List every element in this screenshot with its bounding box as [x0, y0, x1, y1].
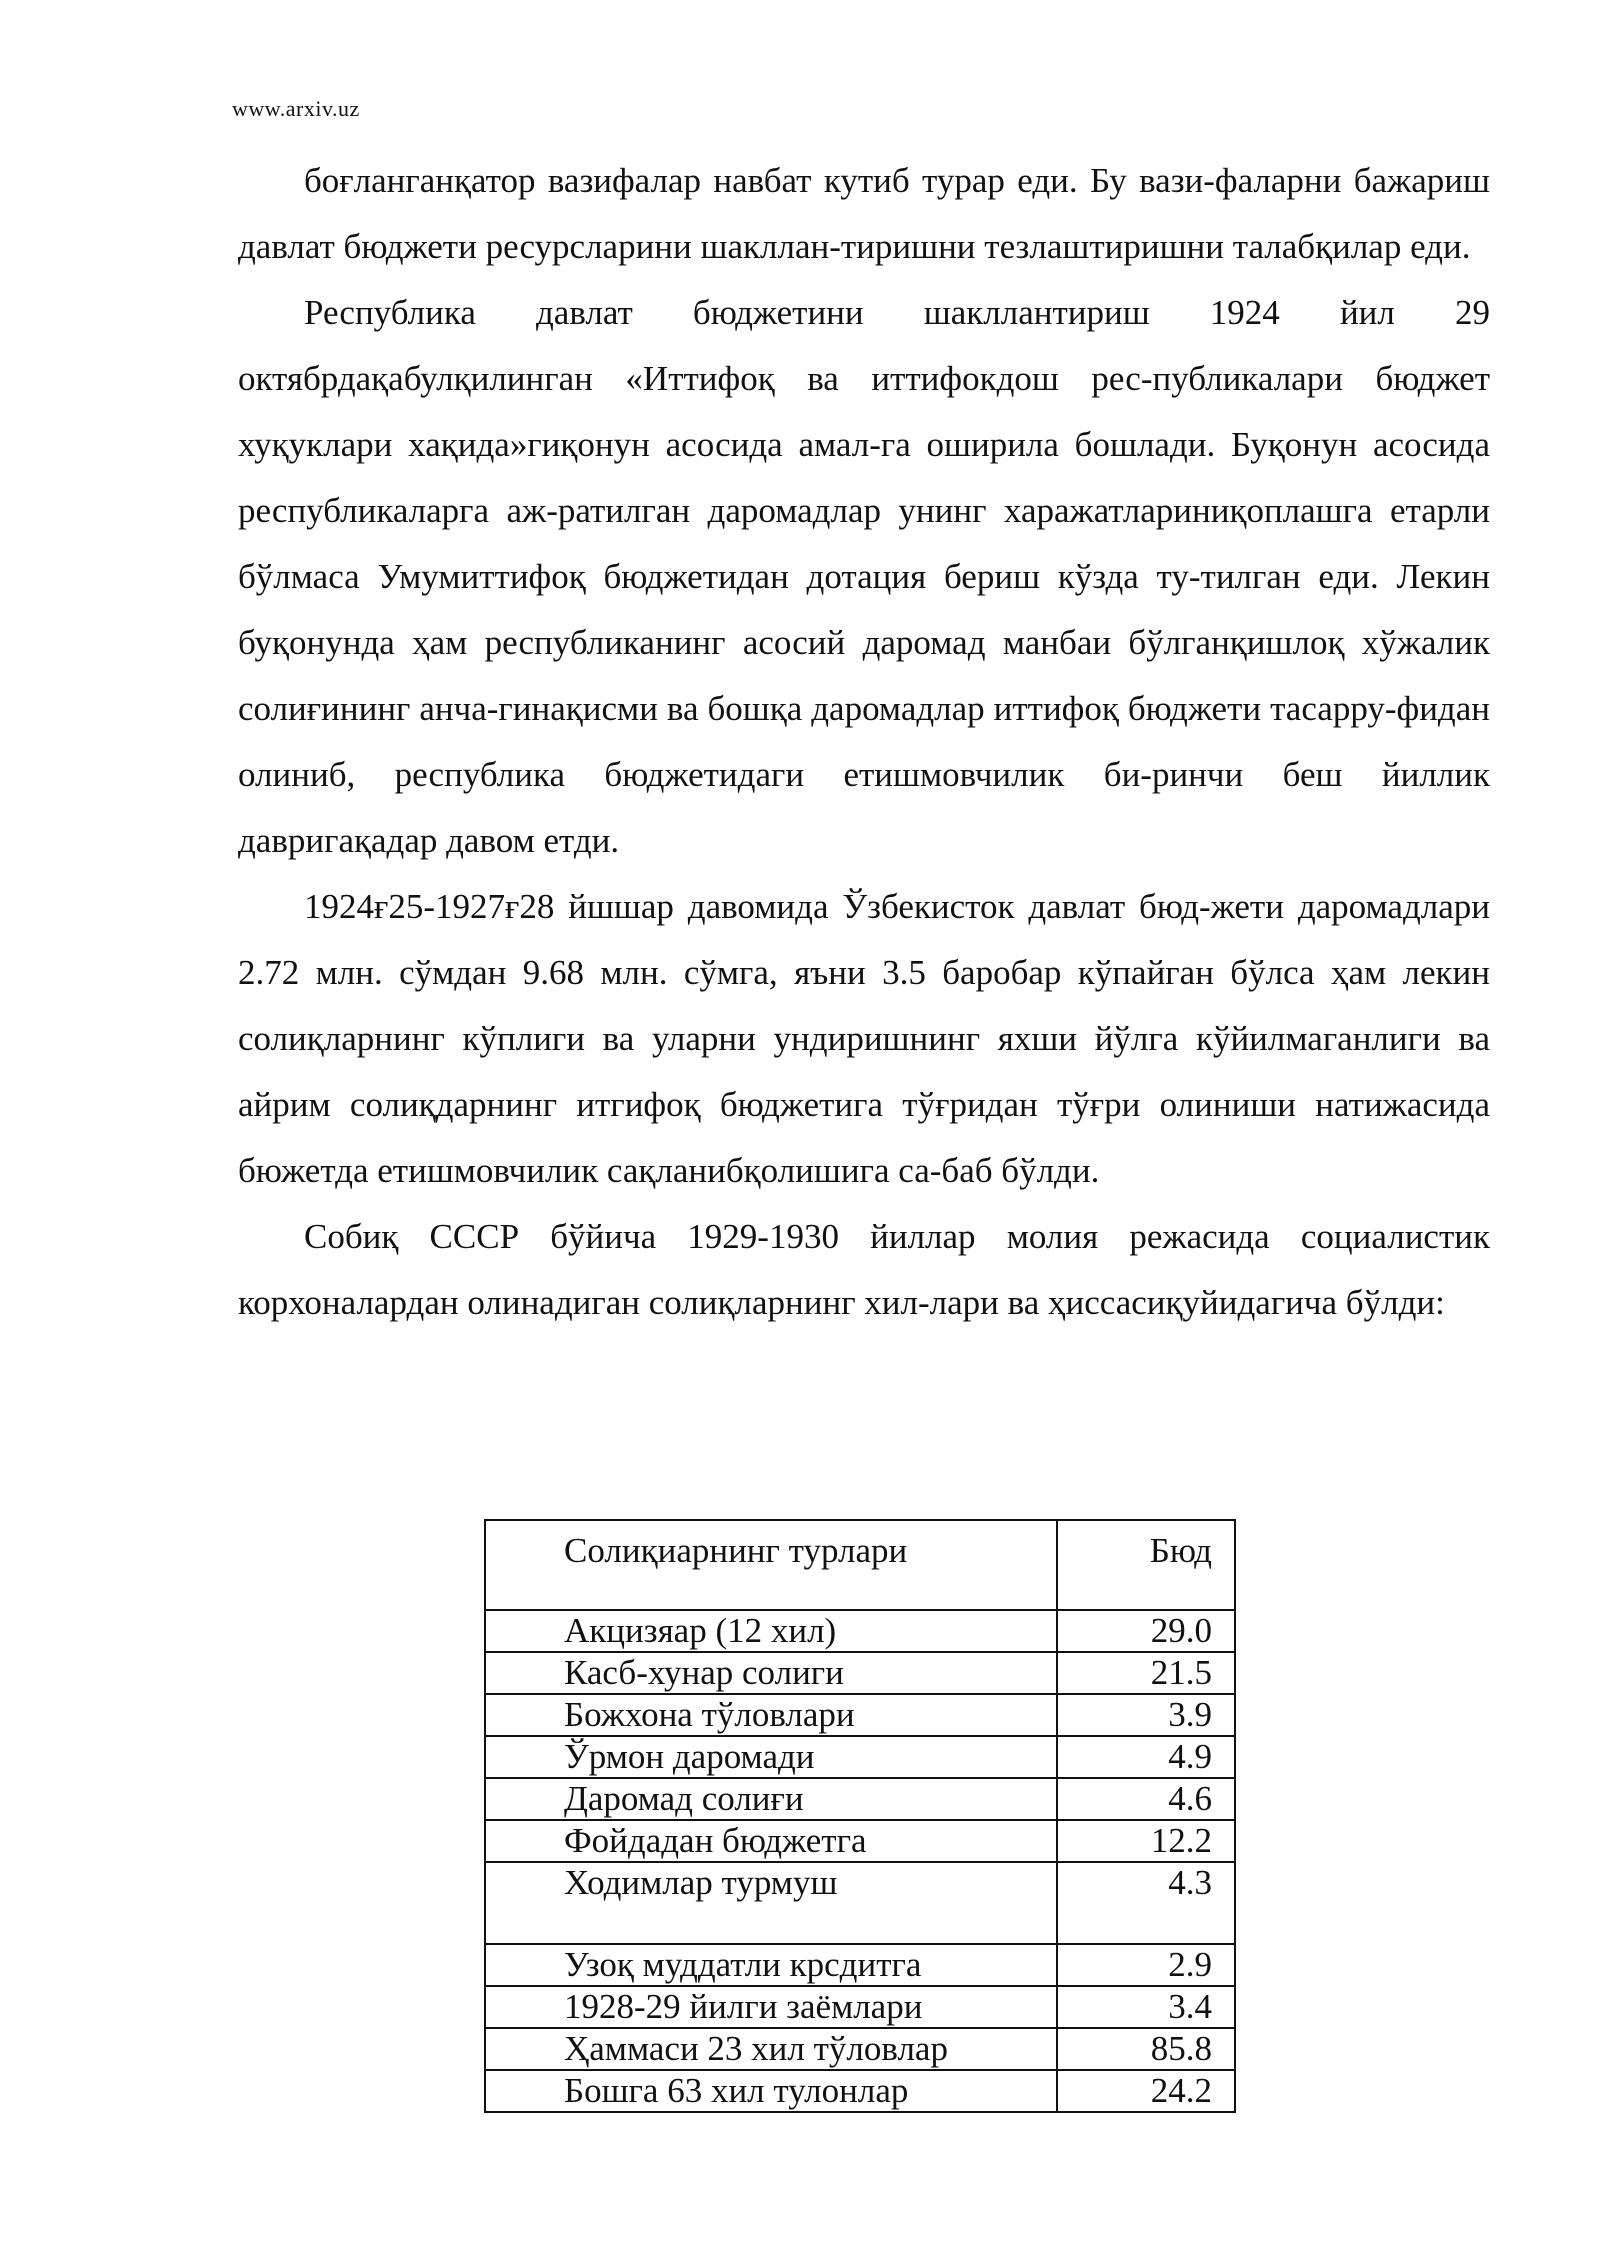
row-name: Бошга 63 хил тулонлар: [485, 2070, 1057, 2112]
table-row: [485, 1778, 1235, 1820]
site-header: www.arxiv.uz: [232, 96, 360, 121]
row-value: 4.3: [1057, 1862, 1235, 1944]
row-name: Акцизяар (12 хил): [485, 1610, 1057, 1652]
row-value: 2.9: [1057, 1944, 1235, 1986]
table-row: [485, 1610, 1235, 1652]
row-value: 12.2: [1057, 1820, 1235, 1862]
header-tax-types: Солиқиарнинг турлари: [485, 1520, 1057, 1610]
table-row: [485, 2070, 1235, 2112]
table-row: [485, 1820, 1235, 1862]
row-value: 3.9: [1057, 1694, 1235, 1736]
row-value: 3.4: [1057, 1986, 1235, 2028]
paragraph-1: боғланганқатор вазифалар навбат кутиб турар еди. Бу вази-фаларни бажариш давлат бюджети ресурсларини шакллан-тиришни тезлаштиришни талабқилар еди.: [238, 161, 1490, 266]
row-value: 4.9: [1057, 1736, 1235, 1778]
row-value: 29.0: [1057, 1610, 1235, 1652]
row-name: 1928-29 йилги заёмлари: [485, 1986, 1057, 2028]
paragraph-2: Республика давлат бюджетини шакллантириш 1924 йил 29 октябрдақабулқилинган «Иттифоқ ва иттифокдош рес-публикалари бюджет хуқуклари хақида»гиқонун асосида амал-га оширила бошлади. Буқонун асосида республикаларга аж-ратилган даромадлар унинг харажатлариниқоплашга етарли бўлмаса Умумиттифоқ бюджетидан дотация бериш кўзда ту-тилган еди. Лекин буқонунда ҳам республиканинг асосий даромад манбаи бўлганқишлоқ хўжалик солиғининг анча-гинақисми ва бошқа даромадлар иттифоқ бюджети тасарру-фидан олиниб, республика бюджетидаги етишмовчилик би-ринчи беш йиллик давригақадар давом етди.: [238, 293, 1490, 860]
row-name: Узоқ муддатли крсдитга: [485, 1944, 1057, 1986]
row-name: Ходимлар турмуш: [485, 1862, 1057, 1944]
header-budget: Бюд: [1057, 1520, 1235, 1610]
document-body: [238, 148, 1490, 1336]
paragraph-4: Собиқ СССР бўйича 1929-1930 йиллар молия режасида социалистик корхоналардан олинадиган солиқларнинг хил-лари ва ҳиссасиқуйидагича бўлди:: [238, 1217, 1490, 1322]
table-row: [485, 1862, 1235, 1944]
row-value: 21.5: [1057, 1652, 1235, 1694]
row-name: Божхона тўловлари: [485, 1694, 1057, 1736]
table-header-row: [485, 1520, 1235, 1610]
row-name: Касб-хунар солиги: [485, 1652, 1057, 1694]
table-row: [485, 2028, 1235, 2070]
table-row: [485, 1986, 1235, 2028]
row-value: 4.6: [1057, 1778, 1235, 1820]
row-name: Ҳаммаси 23 хил тўловлар: [485, 2028, 1057, 2070]
row-name: Фойдадан бюджетга: [485, 1820, 1057, 1862]
table-row: [485, 1944, 1235, 1986]
row-name: Даромад солиғи: [485, 1778, 1057, 1820]
tax-types-table: [484, 1519, 1236, 2113]
row-value: 24.2: [1057, 2070, 1235, 2112]
table-row: [485, 1694, 1235, 1736]
table-row: [485, 1652, 1235, 1694]
table-row: [485, 1736, 1235, 1778]
row-name: Ўрмон даромади: [485, 1736, 1057, 1778]
paragraph-3: 1924ғ25-1927ғ28 йшшар давомида Ўзбекисток давлат бюд-жети даромадлари 2.72 млн. сўмдан 9.68 млн. сўмга, яъни 3.5 баробар кўпайган бўлса ҳам лекин солиқларнинг кўплиги ва уларни ундиришнинг яхши йўлга кўйилмаганлиги ва айрим солиқдарнинг итгифоқ бюджетига тўғридан тўғри олиниши натижасида бюжетда етишмовчилик сақланибқолишига са-баб бўлди.: [238, 887, 1490, 1190]
row-value: 85.8: [1057, 2028, 1235, 2070]
